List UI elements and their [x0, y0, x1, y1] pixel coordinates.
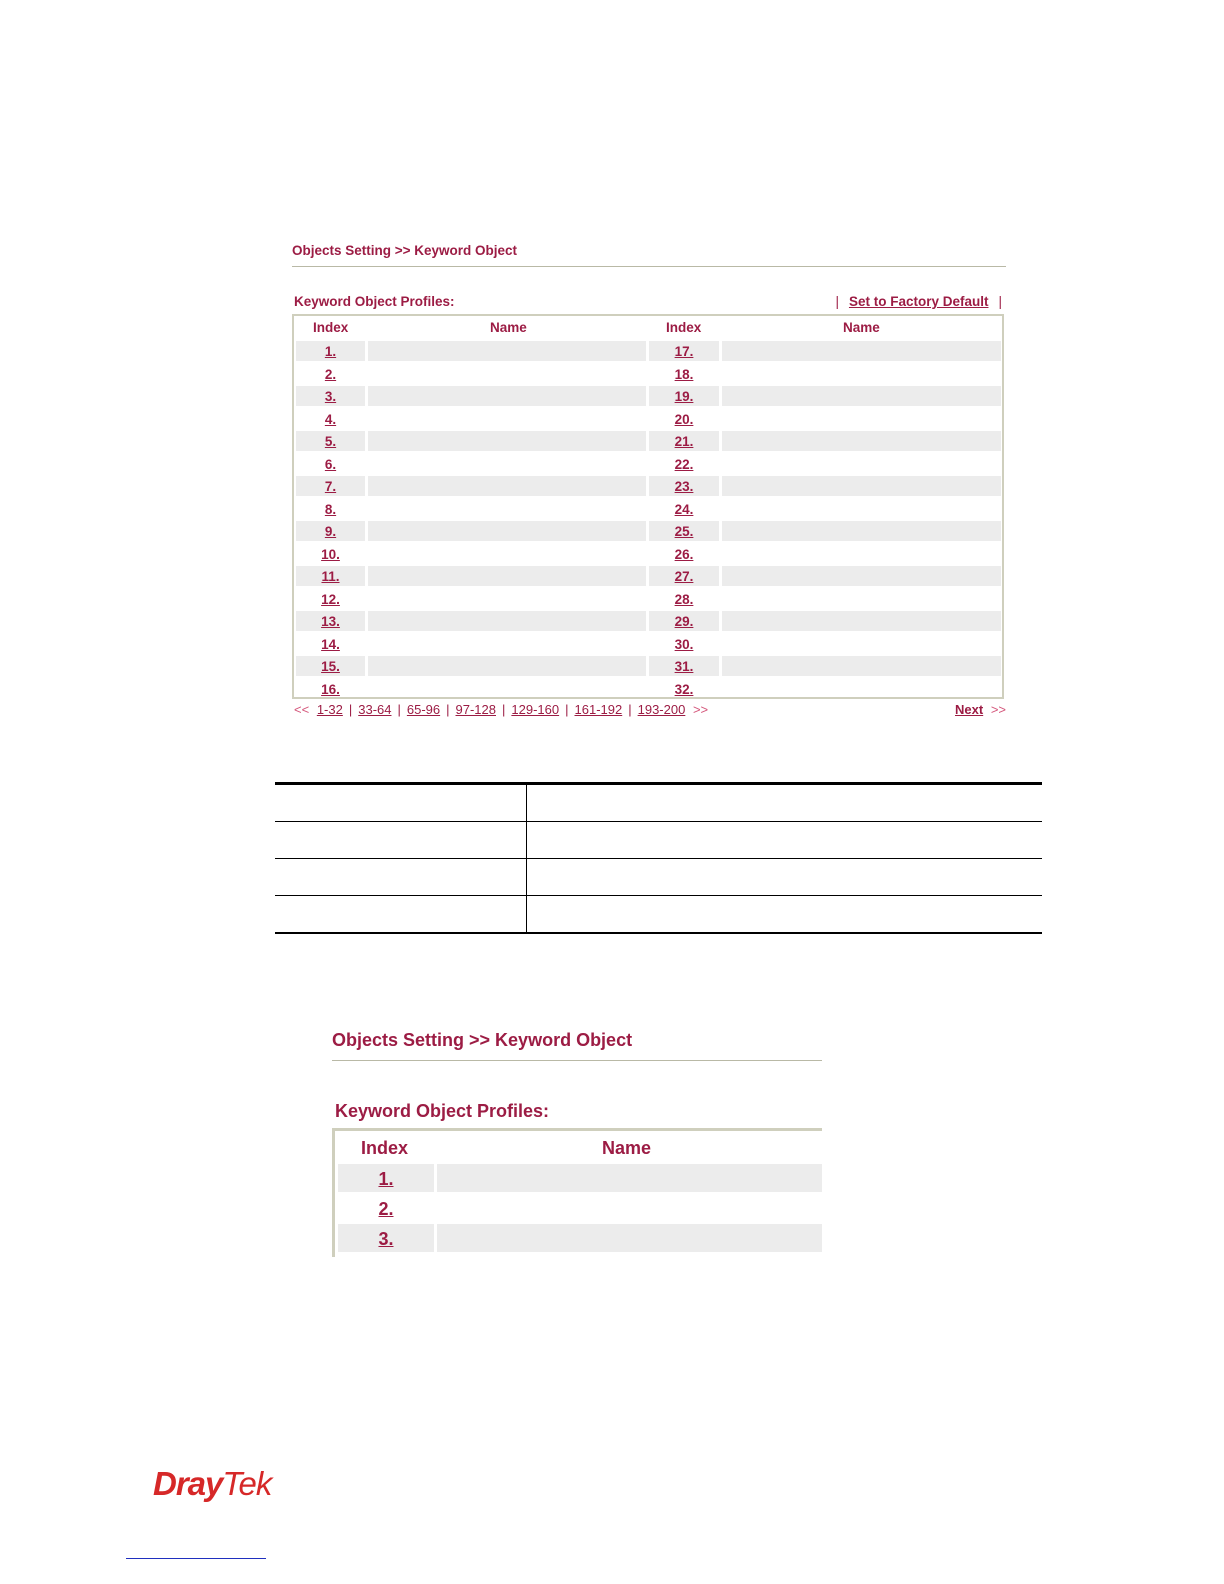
header-divider — [332, 1060, 822, 1061]
name-cell — [722, 476, 1001, 496]
page-links — [294, 702, 708, 717]
separator: | — [397, 702, 401, 717]
page-link-1-32[interactable]: 1-32 — [316, 702, 343, 717]
set-to-factory-default-link[interactable]: Set to Factory Default — [848, 294, 989, 309]
profiles-table — [292, 314, 1004, 699]
table-row — [296, 431, 1001, 451]
column-header-name: Name — [843, 320, 880, 335]
column-divider — [526, 859, 527, 895]
table-row — [338, 1224, 822, 1252]
name-cell — [722, 611, 1001, 631]
index-cell — [649, 544, 719, 564]
profile-index-link[interactable]: 15. — [321, 659, 340, 674]
index-cell — [296, 454, 365, 474]
column-header-index: Index — [313, 320, 349, 335]
name-cell — [368, 364, 646, 384]
index-cell — [296, 566, 365, 586]
column-header-index: Index — [666, 320, 702, 335]
name-cell — [722, 544, 1001, 564]
index-cell — [296, 364, 365, 384]
table-row — [296, 341, 1001, 361]
column-divider — [526, 785, 527, 821]
name-cell — [368, 454, 646, 474]
profile-index-link[interactable]: 23. — [674, 479, 694, 494]
name-cell — [722, 656, 1001, 676]
index-cell — [296, 476, 365, 496]
table-row — [296, 656, 1001, 676]
separator: | — [348, 702, 353, 717]
index-cell — [296, 611, 365, 631]
index-cell — [338, 1194, 434, 1222]
profile-index-link[interactable]: 2. — [378, 1199, 394, 1219]
column-divider — [526, 822, 527, 858]
name-cell — [437, 1164, 822, 1192]
profile-index-link[interactable]: 25. — [674, 524, 694, 539]
index-cell — [649, 589, 719, 609]
index-cell — [649, 611, 719, 631]
table-row — [296, 454, 1001, 474]
column-header-name: Name — [602, 1138, 652, 1158]
name-cell — [368, 476, 646, 496]
name-cell — [722, 454, 1001, 474]
name-cell — [368, 544, 646, 564]
name-cell — [368, 679, 646, 699]
profile-index-link[interactable]: 30. — [674, 636, 694, 652]
page-link-33-64[interactable]: 33-64 — [358, 702, 392, 717]
index-cell — [649, 656, 719, 676]
index-cell — [649, 454, 719, 474]
index-cell — [296, 634, 365, 654]
table-row — [296, 364, 1001, 384]
table-row — [296, 521, 1001, 541]
index-cell — [338, 1224, 434, 1252]
name-cell — [368, 409, 646, 429]
index-cell — [649, 386, 719, 406]
table-row — [296, 476, 1001, 496]
profile-index-link[interactable]: 17. — [674, 344, 694, 359]
table-row — [275, 896, 1042, 934]
table-row — [296, 409, 1001, 429]
page-link-65-96[interactable]: 65-96 — [406, 702, 441, 717]
table-row — [296, 679, 1001, 699]
separator: | — [998, 294, 1002, 309]
profile-index-link[interactable]: 29. — [674, 614, 694, 629]
keyword-object-screenshot — [292, 240, 1006, 720]
index-cell — [296, 679, 365, 699]
name-cell — [722, 679, 1001, 699]
name-cell — [437, 1224, 822, 1252]
profile-index-link[interactable]: 14. — [321, 636, 340, 652]
logo-tek: Tek — [222, 1465, 272, 1502]
profiles-title: Keyword Object Profiles: — [335, 1101, 550, 1121]
profile-index-link[interactable]: 7. — [324, 479, 337, 494]
next-arrows: >> — [990, 702, 1006, 717]
index-cell — [296, 544, 365, 564]
table-row — [275, 782, 1042, 822]
profile-index-link[interactable]: 10. — [321, 546, 340, 562]
index-cell — [649, 409, 719, 429]
name-cell — [368, 589, 646, 609]
separator: | — [628, 702, 632, 717]
factory-default-group — [825, 294, 1002, 309]
breadcrumb: Objects Setting >> Keyword Object — [332, 1030, 633, 1050]
profile-index-link[interactable]: 22. — [674, 456, 694, 472]
profile-index-link[interactable]: 31. — [674, 659, 694, 674]
profile-index-link[interactable]: 9. — [324, 524, 337, 539]
name-cell — [722, 499, 1001, 519]
next-group — [955, 702, 1006, 717]
profile-index-link[interactable]: 32. — [674, 681, 694, 697]
index-cell — [296, 409, 365, 429]
column-header-name: Name — [490, 320, 527, 335]
profile-index-link[interactable]: 28. — [674, 591, 694, 607]
page-link-193-200[interactable]: 193-200 — [637, 702, 686, 717]
profile-index-link[interactable]: 3. — [324, 389, 337, 404]
index-cell — [296, 386, 365, 406]
separator: | — [835, 294, 839, 309]
column-header-index: Index — [361, 1138, 409, 1158]
page-link-129-160[interactable]: 129-160 — [511, 702, 560, 717]
profile-index-link[interactable]: 20. — [674, 411, 694, 427]
profile-index-link[interactable]: 24. — [674, 501, 694, 517]
profile-index-link[interactable]: 1. — [378, 1169, 394, 1189]
separator: | — [446, 702, 450, 717]
index-cell — [649, 566, 719, 586]
pagination — [292, 702, 1006, 720]
profile-index-link[interactable]: 26. — [674, 546, 694, 562]
column-divider — [526, 896, 527, 932]
name-cell — [722, 386, 1001, 406]
profile-index-link[interactable]: 16. — [321, 681, 340, 697]
profile-index-link[interactable]: 18. — [674, 366, 694, 382]
table-row — [296, 611, 1001, 631]
name-cell — [722, 589, 1001, 609]
name-cell — [368, 611, 646, 631]
name-cell — [722, 409, 1001, 429]
profile-index-link[interactable]: 12. — [321, 591, 340, 607]
keyword-object-zoomed-screenshot — [332, 1026, 822, 1257]
index-cell — [296, 589, 365, 609]
name-cell — [722, 566, 1001, 586]
prev-arrows: << — [294, 702, 310, 717]
index-cell — [649, 634, 719, 654]
next-arrows: >> — [692, 702, 709, 717]
name-cell — [368, 566, 646, 586]
profile-index-link[interactable]: 21. — [674, 434, 694, 449]
profiles-header — [292, 294, 1006, 310]
profile-index-link[interactable]: 11. — [321, 569, 340, 584]
name-cell — [368, 634, 646, 654]
description-table — [275, 782, 1042, 934]
table-row — [338, 1164, 822, 1192]
page-link-97-128[interactable]: 97-128 — [455, 702, 496, 717]
page-link-161-192[interactable]: 161-192 — [574, 702, 623, 717]
index-cell — [649, 499, 719, 519]
profile-index-link[interactable]: 3. — [378, 1229, 394, 1249]
profile-index-link[interactable]: 2. — [324, 366, 337, 382]
profiles-title: Keyword Object Profiles: — [294, 294, 455, 309]
index-cell — [649, 521, 719, 541]
name-cell — [368, 499, 646, 519]
index-cell — [296, 431, 365, 451]
footer-divider — [126, 1558, 266, 1559]
logo-dray: Dray — [153, 1465, 223, 1502]
profile-index-link[interactable]: 19. — [674, 389, 694, 404]
breadcrumb: Objects Setting >> Keyword Object — [292, 243, 518, 258]
profile-index-link[interactable]: 1. — [324, 344, 337, 359]
profile-index-link[interactable]: 27. — [674, 569, 694, 584]
index-cell — [649, 364, 719, 384]
index-cell — [649, 679, 719, 699]
name-cell — [368, 341, 646, 361]
index-cell — [338, 1164, 434, 1192]
profile-index-link[interactable]: 13. — [321, 614, 340, 629]
separator: | — [565, 702, 569, 717]
index-cell — [296, 656, 365, 676]
index-cell — [649, 341, 719, 361]
table-row — [296, 566, 1001, 586]
name-cell — [722, 341, 1001, 361]
name-cell — [368, 386, 646, 406]
header-divider — [292, 266, 1006, 267]
name-cell — [722, 364, 1001, 384]
name-cell — [722, 634, 1001, 654]
index-cell — [296, 341, 365, 361]
name-cell — [722, 521, 1001, 541]
table-row — [296, 544, 1001, 564]
separator: | — [502, 702, 506, 717]
index-cell — [649, 431, 719, 451]
table-row — [296, 589, 1001, 609]
name-cell — [368, 521, 646, 541]
name-cell — [368, 656, 646, 676]
profile-index-link[interactable]: 4. — [324, 411, 337, 427]
table-row — [296, 386, 1001, 406]
profile-index-link[interactable]: 6. — [324, 456, 337, 472]
table-row — [296, 634, 1001, 654]
next-link[interactable]: Next — [955, 702, 984, 717]
index-cell — [296, 499, 365, 519]
profile-index-link[interactable]: 5. — [324, 434, 337, 449]
table-row — [275, 859, 1042, 896]
profiles-table — [332, 1128, 822, 1257]
index-cell — [649, 476, 719, 496]
table-row — [296, 499, 1001, 519]
profile-index-link[interactable]: 8. — [324, 501, 337, 517]
name-cell — [437, 1194, 822, 1222]
index-cell — [296, 521, 365, 541]
table-row — [275, 822, 1042, 859]
table-row — [338, 1194, 822, 1222]
draytek-logo — [153, 1465, 271, 1503]
name-cell — [722, 431, 1001, 451]
name-cell — [368, 431, 646, 451]
